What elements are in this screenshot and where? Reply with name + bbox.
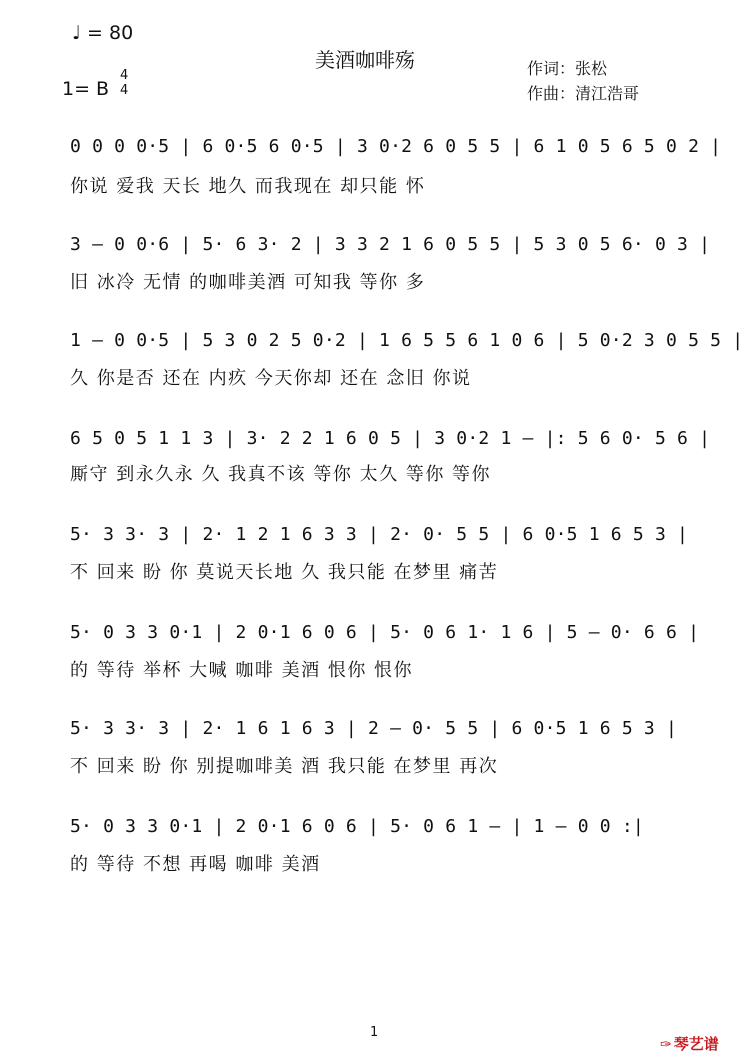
tempo-marking	[72, 22, 133, 44]
time-signature	[120, 68, 128, 98]
composer-credit: 作曲：清江浩哥	[527, 84, 640, 103]
lyrics-line-3: 久 你是否 还在 内疚 今天你却 还在 念旧 你说	[70, 368, 472, 389]
song-title: 美酒咖啡殇	[315, 48, 415, 72]
lyrics-line-7: 不 回来 盼 你 别提咖啡美 酒 我只能 在梦里 再次	[70, 756, 499, 777]
notation-line-5: 5· 3 3· 3 | 2· 1 2 1 6 3 3 | 2· 0· 5 5 | 6 0·5 1 6 5 3 |	[70, 524, 689, 545]
lyrics-line-2: 旧 冰冷 无情 的咖啡美酒 可知我 等你 多	[70, 272, 426, 293]
lyrics-line-4: 厮守 到永久永 久 我真不该 等你 太久 等你 等你	[70, 464, 492, 485]
tempo-value: = 80	[87, 22, 134, 44]
notation-line-2: 3 — 0 0·6 | 5· 6 3· 2 | 3 3 2 1 6 0 5 5 | 5 3 0 5 6· 0 3 |	[70, 234, 711, 255]
key-signature: 1= B	[62, 78, 110, 100]
page-number: 1	[370, 1025, 379, 1040]
site-logo	[660, 1033, 719, 1054]
lyrics-line-8: 的 等待 不想 再喝 咖啡 美酒	[70, 854, 321, 875]
notation-line-3: 1 — 0 0·5 | 5 3 0 2 5 0·2 | 1 6 5 5 6 1 0 6 | 5 0·2 3 0 5 5 |	[70, 330, 744, 351]
notation-line-7: 5· 3 3· 3 | 2· 1 6 1 6 3 | 2 — 0· 5 5 | 6 0·5 1 6 5 3 |	[70, 718, 678, 739]
logo-text: 琴艺谱	[673, 1035, 719, 1053]
quarter-note-icon: ♩	[72, 22, 81, 44]
lyricist-credit: 作词：张松	[527, 59, 608, 78]
time-numerator: 4	[120, 68, 129, 83]
time-denominator: 4	[120, 83, 129, 98]
notation-line-4: 6 5 0 5 1 1 3 | 3· 2 2 1 6 0 5 | 3 0·2 1 — |: 5 6 0· 5 6 |	[70, 428, 711, 449]
lyrics-line-5: 不 回来 盼 你 莫说天长地 久 我只能 在梦里 痛苦	[70, 562, 499, 583]
notation-line-6: 5· 0 3 3 0·1 | 2 0·1 6 0 6 | 5· 0 6 1· 1 6 | 5 — 0· 6 6 |	[70, 622, 700, 643]
lyrics-line-6: 的 等待 举杯 大喊 咖啡 美酒 恨你 恨你	[70, 660, 414, 681]
notation-line-1: 0 0 0 0·5 | 6 0·5 6 0·5 | 3 0·2 6 0 5 5 | 6 1 0 5 6 5 0 2 |	[70, 136, 722, 157]
lyrics-line-1: 你说 爱我 天长 地久 而我现在 却只能 怀	[70, 176, 426, 197]
logo-icon: ✑	[660, 1037, 672, 1053]
notation-line-8: 5· 0 3 3 0·1 | 2 0·1 6 0 6 | 5· 0 6 1 — | 1 — 0 0 :|	[70, 816, 644, 837]
